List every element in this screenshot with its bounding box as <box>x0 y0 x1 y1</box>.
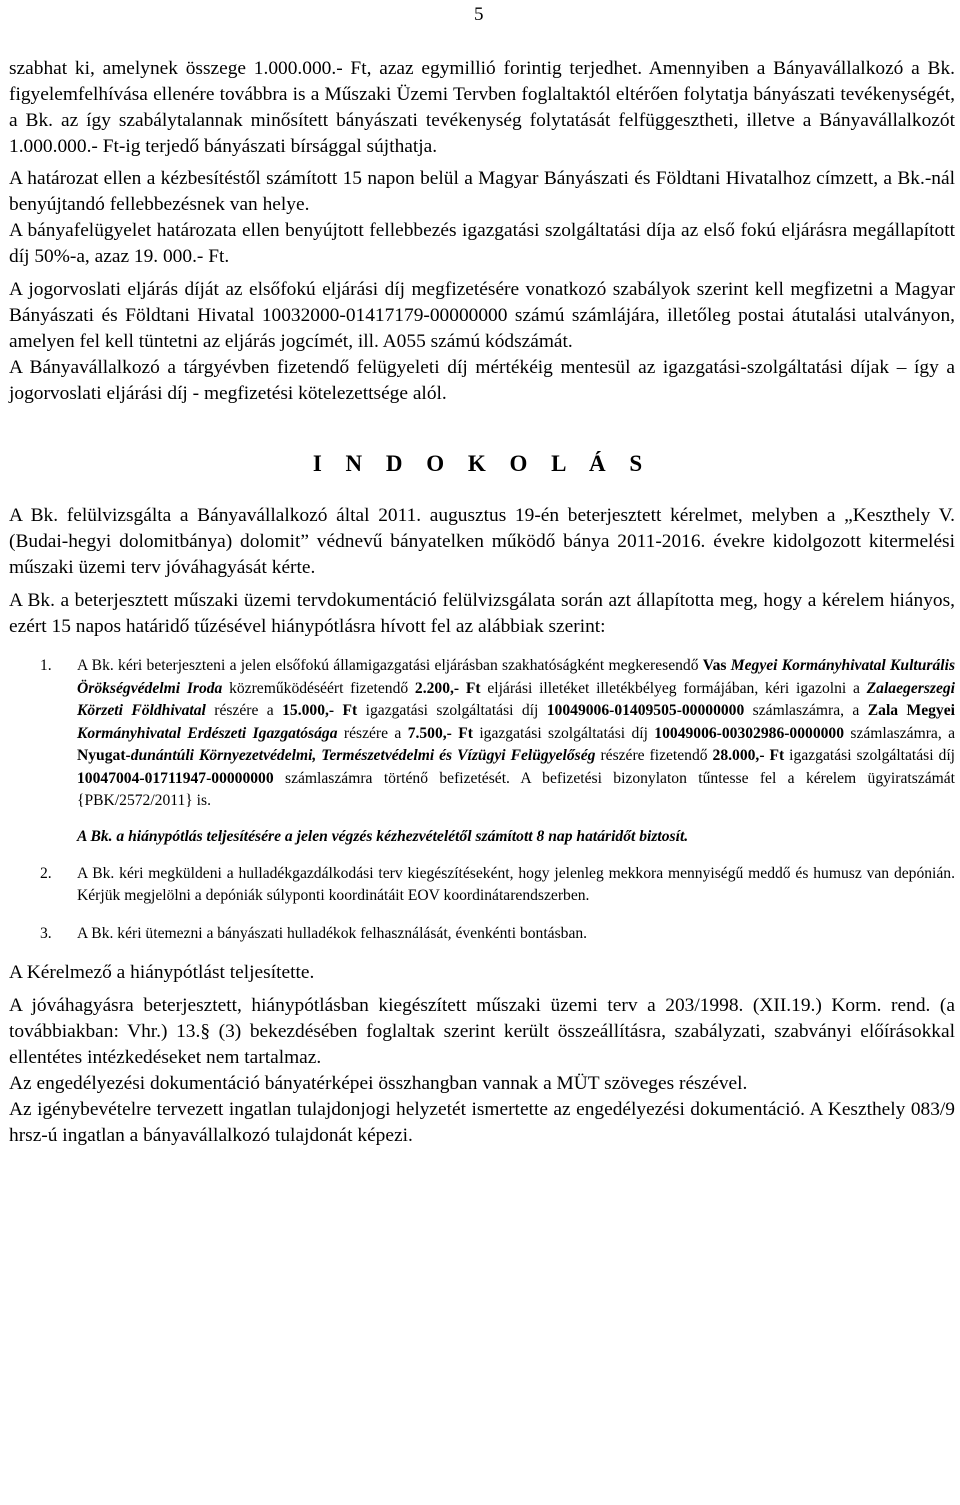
list-item-text-segment: dunántúli Környezetvédelmi, Természetvédelmi és Vízügyi Felügyelőség <box>130 747 596 764</box>
list-item-number: 1. <box>40 657 52 674</box>
list-item-text-segment: A Bk. kéri beterjeszteni a jelen elsőfokú államigazgatási eljárásban szakhatóságként megkeresendő <box>77 657 703 674</box>
list-item-text-segment: Zala Megyei <box>867 702 955 719</box>
list-item-text-segment: Nyugat- <box>77 747 131 764</box>
paragraph-fee-payment: A jogorvoslati eljárás díját az elsőfokú eljárási díj megfizetésére vonatkozó szabályok szerint kell megfizetni a Magyar Bányászati és Földtani Hivatal 10032000-01417179-00000000 számú számlájára, illetőleg postai átutalási utalványon, amelyen fel kell tüntetni az eljárás jogcímét, ill. A055 számú kódszámát. <box>9 279 955 352</box>
paragraph-review-request: A Bk. felülvizsgálta a Bányavállalkozó által 2011. augusztus 19-én beterjesztett kérelmet, melyben a „Keszthely V. (Budai-hegyi dolomitbánya) dolomit” védnevű bányatelken működő bánya 2011-2016. évekre kidolgozott kitermelési műszaki üzemi terv jóváhagyását kérte. <box>9 505 955 578</box>
section-title-indokolas: I N D O K O L Á S <box>312 451 652 476</box>
paragraph-maps-consistency: Az engedélyezési dokumentáció bányatérképei összhangban vannak a MÜT szöveges részével. <box>9 1073 748 1094</box>
list-item-text-segment: A Bk. kéri ütemezni a bányászati hulladékok felhasználását, évenkénti bontásban. <box>77 924 588 942</box>
list-item-text-segment: 10049006-01409505-00000000 <box>546 702 745 719</box>
paragraph-fee-exemption: A Bányavállalkozó a tárgyévben fizetendő felügyeleti díj mértékéig mentesül az igazgatási-szolgáltatási díjak – így a jogorvoslati eljárási díj - megfizetési kötelezettsége alól. <box>9 357 955 404</box>
list-item-text-segment: Zalaegerszegi Körzeti Földhivatal <box>77 679 956 719</box>
deficiency-item <box>9 655 955 813</box>
paragraph-deficiency-fulfilled: A Kérelmező a hiánypótlást teljesítette. <box>9 962 315 983</box>
list-item-text-segment: Megyei Kormányhivatal Kulturális Örökségvédelmi Iroda <box>77 657 956 697</box>
list-item-text-segment: 10049006-00302986-0000000 <box>654 724 845 742</box>
paragraph-land-ownership: Az igénybevételre tervezett ingatlan tulajdonjogi helyzetét ismertette az engedélyezési dokumentáció. A Keszthely 083/9 hrsz-ú ingatlan a bányavállalkozó tulajdonát képezi. <box>9 1099 955 1146</box>
list-item-text-segment: részére a <box>337 724 408 742</box>
paragraph-appeal-fee: A bányafelügyelet határozata ellen benyújtott fellebbezés igazgatási szolgáltatási díja az első fokú eljárásra megállapított díj 50%-a, azaz 19. 000.- Ft. <box>9 220 955 267</box>
list-item-text-segment: eljárási illetéket illetékbélyeg formájában, kéri igazolni a <box>480 679 867 697</box>
paragraph-plan-compliance: A jóváhagyásra beterjesztett, hiánypótlásban kiegészített műszaki üzemi terv a 203/1998. (XII.19.) Korm. rend. (a továbbiakban: Vhr.) 13.§ (3) bekezdésében foglaltak szerint került összeállításra, szabályzati, szabványi előírásokkal ellentétes intézkedéseket nem tartalmaz. <box>9 995 955 1068</box>
list-item-text-segment: igazgatási szolgáltatási díj <box>357 702 547 719</box>
list-item-text-segment: 7.500,- Ft <box>407 724 473 742</box>
paragraph-deficiency-finding: A Bk. a beterjesztett műszaki üzemi tervdokumentáció felülvizsgálata során azt állapította meg, hogy a kérelem hiányos, ezért 15 napos határidő tűzésével hiánypótlásra hívott fel az alábbiak szerint: <box>9 590 955 637</box>
deficiency-list <box>9 655 955 945</box>
deficiency-item <box>9 923 955 946</box>
list-item-number: 3. <box>40 924 52 942</box>
list-item-text-segment: A Bk. kéri megküldeni a hulladékgazdálkodási terv kiegészítéseként, hogy jelenleg mekkora mennyiségű meddő és humusz van depónián. Kérjük megjelölni a depóniák súlyponti koordinátáit EOV koordinátarendszerben. <box>77 864 955 904</box>
deficiency-item <box>9 863 955 908</box>
list-item-text-segment: 28.000,- Ft <box>712 747 785 764</box>
list-item-text-segment: 15.000,- Ft <box>282 702 358 719</box>
list-item-number: 2. <box>40 864 52 882</box>
list-item-text-segment: részére fizetendő <box>595 747 713 764</box>
list-item-text-segment: számlaszámra, a <box>744 702 868 719</box>
list-item-text-segment: igazgatási szolgáltatási díj <box>784 747 956 764</box>
list-item-text-segment: 10047004-01711947-00000000 <box>77 769 274 787</box>
list-item-text-segment: számlaszámra, a <box>844 724 956 742</box>
list-item-text-segment: közreműködéséért fizetendő <box>222 679 415 697</box>
list-item-text-segment: igazgatási szolgáltatási díj <box>472 724 655 742</box>
document-page <box>9 0 955 1149</box>
list-item-text-segment: részére a <box>205 702 283 719</box>
list-item-text-segment: 2.200,- Ft <box>414 679 481 697</box>
paragraph-appeal-right: A határozat ellen a kézbesítéstől számított 15 napon belül a Magyar Bányászati és Földtani Hivatalhoz címzett, a Bk.-nál benyújtandó fellebbezésnek van helye. <box>9 168 955 215</box>
list-item-text-segment: Kormányhivatal Erdészeti Igazgatósága <box>77 724 338 742</box>
page-number: 5 <box>474 4 484 25</box>
list-item-text-segment: számlaszámra történő befizetését. A befizetési bizonylaton tűntesse fel a kérelem ügyiratszámát {PBK/2572/2011} is. <box>77 769 955 809</box>
list-item-text-segment: Vas <box>702 657 731 674</box>
paragraph-fine-provision: szabhat ki, amelynek összege 1.000.000.- Ft, azaz egymillió forintig terjedhet. Amennyiben a Bányavállalkozó a Bk. figyelemfelhívása ellenére továbbra is a Műszaki Üzemi Tervben foglaltaktól eltérően folytatja bányászati tevékenységét, a Bk. az így szabálytalannak minősített bányászati tevékenység folytatását felfüggesztheti, illetve a Bányavállalkozót 1.000.000.- Ft-ig terjedő bányászati bírsággal sújthatja. <box>9 58 955 157</box>
deadline-note: A Bk. a hiánypótlás teljesítésére a jelen végzés kézhezvételétől számított 8 nap határidőt biztosít. <box>77 827 689 845</box>
